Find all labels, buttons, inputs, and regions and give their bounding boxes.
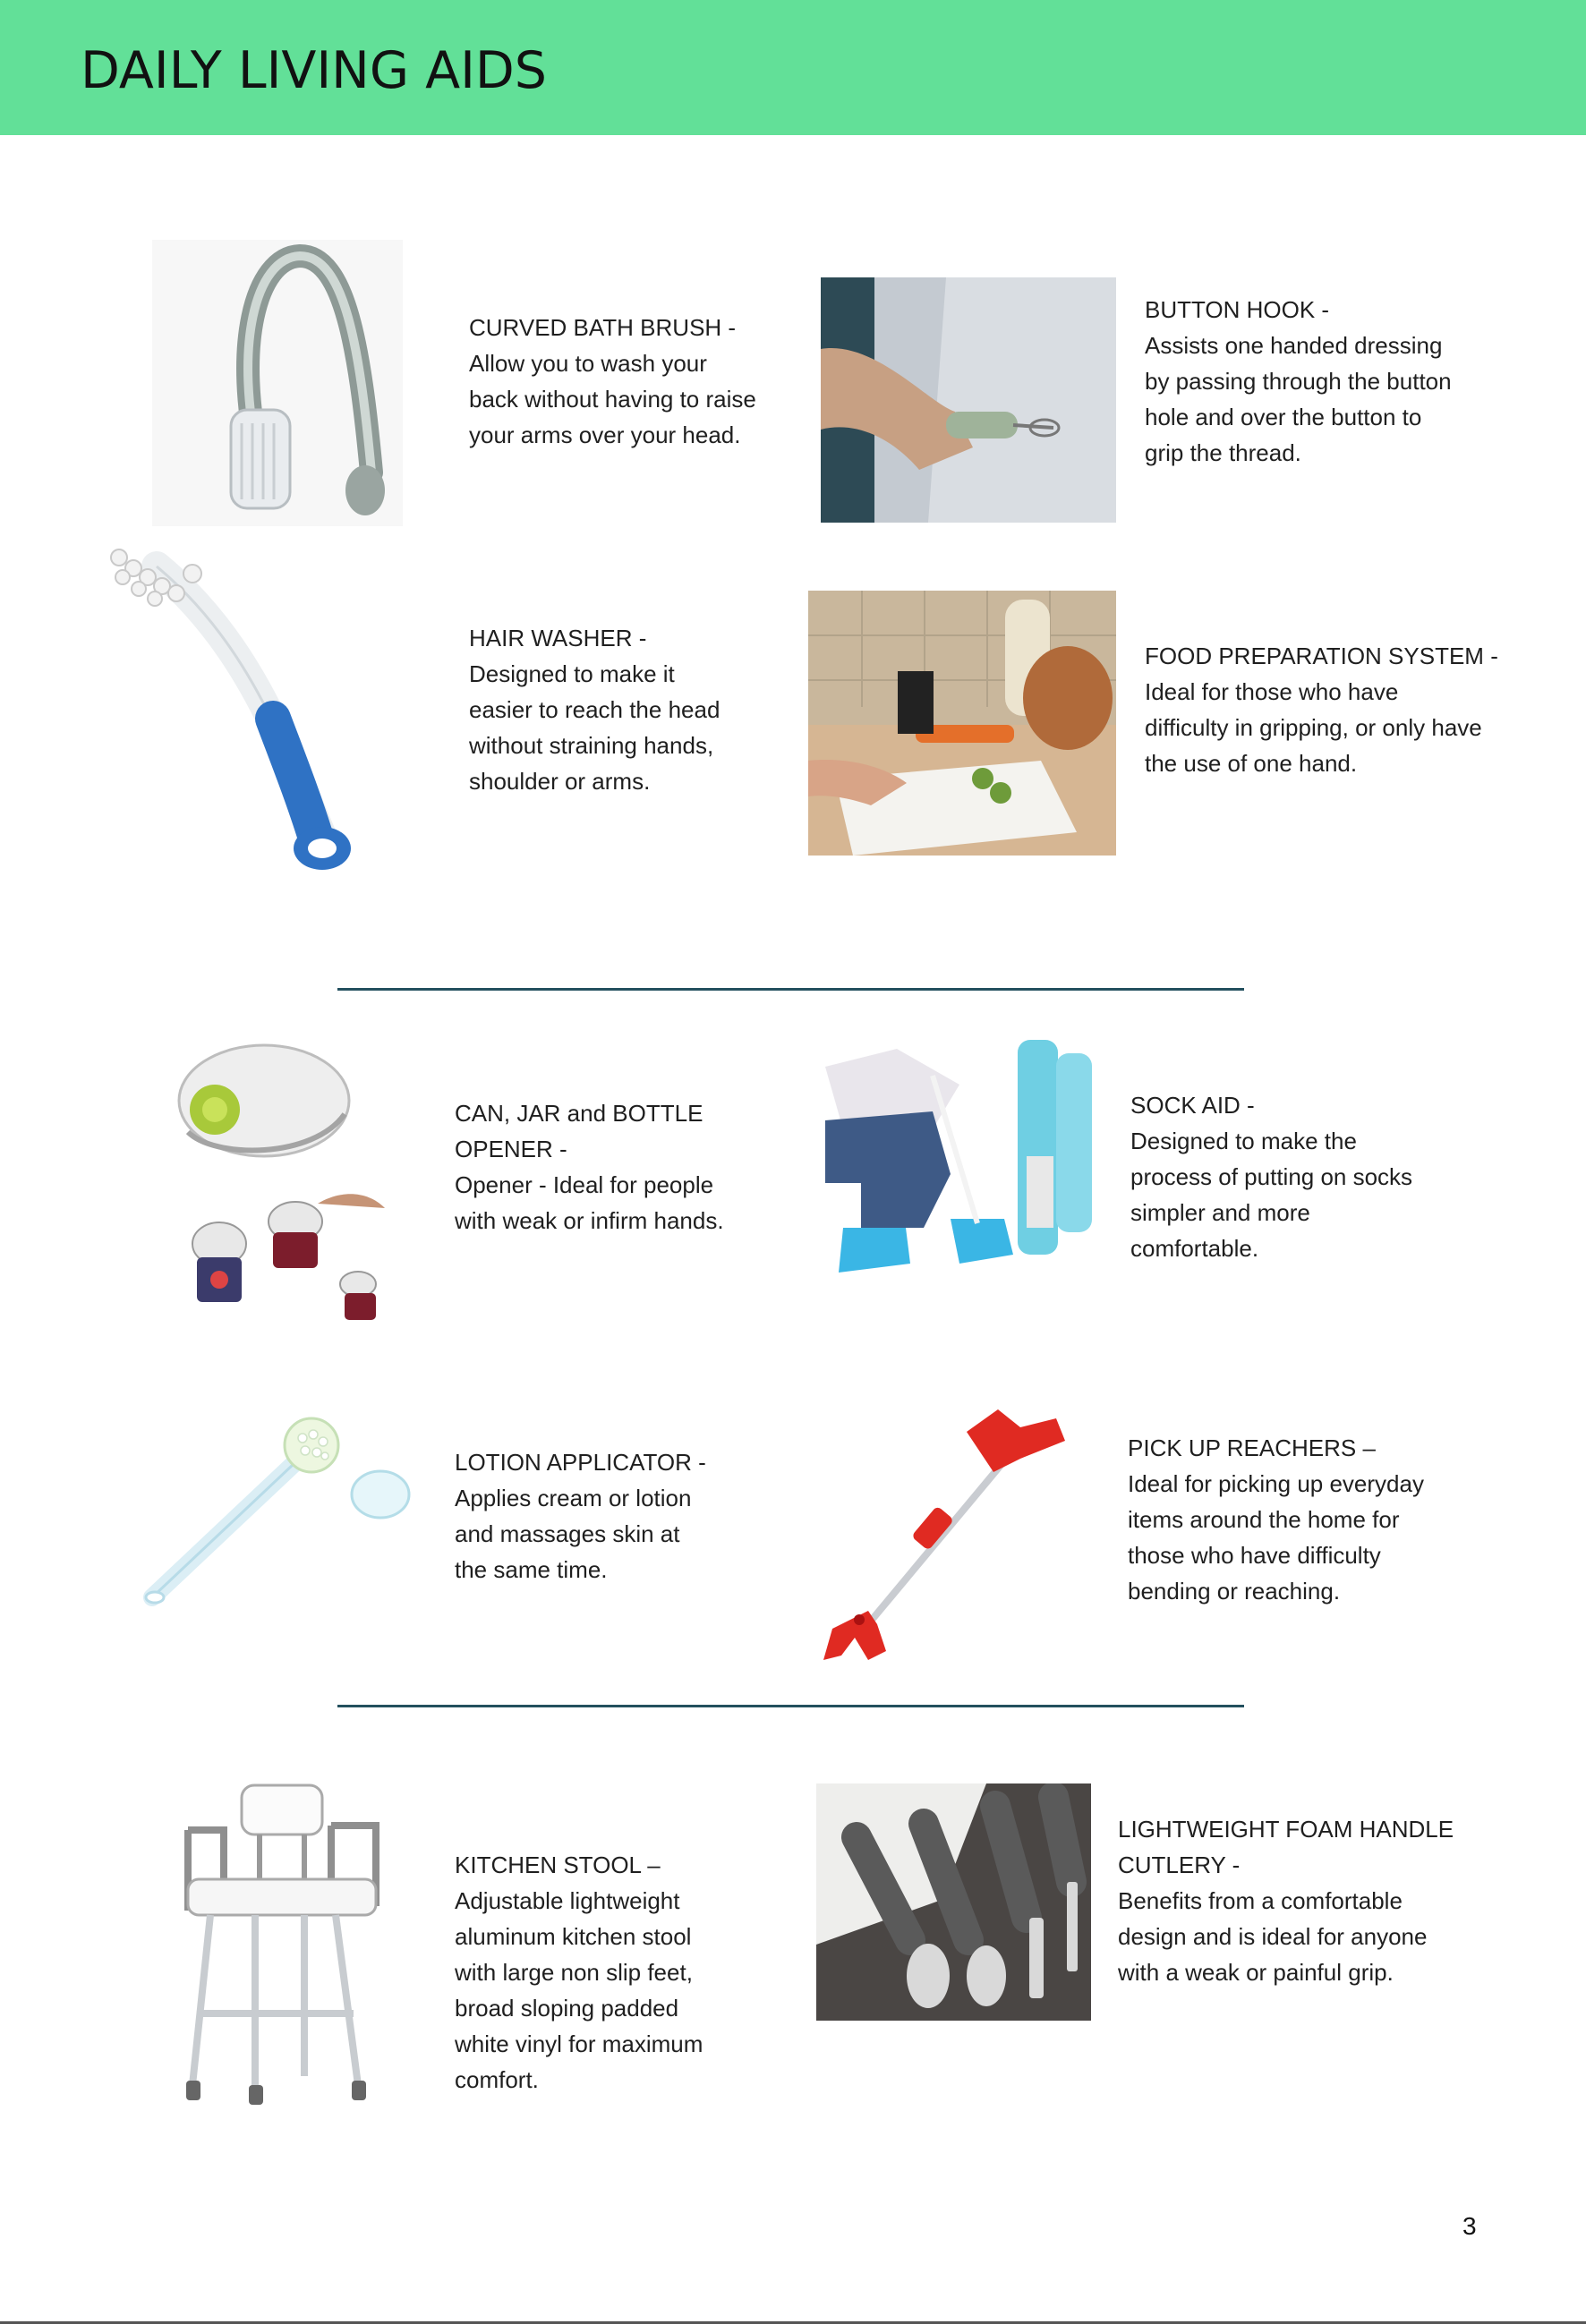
item-description-kitchen-stool	[455, 1847, 703, 2098]
item-text-line: Applies cream or lotion	[455, 1485, 692, 1511]
item-text-line: comfortable.	[1130, 1235, 1259, 1262]
item-text-line: Allow you to wash your	[469, 350, 707, 377]
item-text-line: Benefits from a comfortable	[1118, 1887, 1403, 1914]
item-text-line: grip the thread.	[1145, 439, 1301, 466]
food-preparation-photo	[808, 591, 1116, 856]
item-text-line: process of putting on socks	[1130, 1163, 1413, 1190]
item-text-line: Ideal for those who have	[1145, 678, 1399, 705]
item-text-line: by passing through the button	[1145, 368, 1452, 395]
item-text-line: back without having to raise	[469, 386, 756, 413]
item-title: LOTION APPLICATOR -	[455, 1449, 706, 1476]
kitchen-stool-image	[170, 1781, 385, 2112]
item-title: PICK UP REACHERS –	[1128, 1434, 1376, 1461]
item-description-sock-aid	[1130, 1087, 1412, 1266]
section-divider	[337, 988, 1244, 991]
item-text-line: Designed to make it	[469, 660, 675, 687]
page-title: DAILY LIVING AIDS	[81, 41, 547, 100]
item-text-line: with large non slip feet,	[455, 1959, 693, 1986]
hair-washer-image	[103, 540, 425, 880]
item-text-line: Adjustable lightweight	[455, 1887, 680, 1914]
item-description-pick-up-reachers	[1128, 1430, 1424, 1609]
item-text-line: without straining hands,	[469, 732, 714, 759]
item-title: SOCK AID -	[1130, 1092, 1255, 1119]
can-jar-bottle-opener-image	[161, 1034, 421, 1324]
item-title: OPENER -	[455, 1136, 567, 1162]
item-description-food-preparation-system	[1145, 638, 1498, 781]
item-text-line: simpler and more	[1130, 1199, 1310, 1226]
item-text-line: comfort.	[455, 2066, 539, 2093]
curved-bath-brush-image	[152, 240, 403, 526]
item-text-line: those who have difficulty	[1128, 1542, 1381, 1569]
item-description-curved-bath-brush	[469, 310, 756, 453]
section-divider	[337, 1705, 1244, 1707]
item-text-line: bending or reaching.	[1128, 1578, 1341, 1605]
item-title: LIGHTWEIGHT FOAM HANDLE	[1118, 1816, 1454, 1843]
foam-handle-cutlery-photo	[816, 1783, 1091, 2021]
page-header	[0, 0, 1586, 135]
item-text-line: Ideal for picking up everyday	[1128, 1470, 1424, 1497]
item-text-line: design and is ideal for anyone	[1118, 1923, 1428, 1950]
item-description-can-jar-bottle-opener	[455, 1095, 724, 1239]
pick-up-reacher-image	[814, 1405, 1074, 1664]
item-text-line: aluminum kitchen stool	[455, 1923, 692, 1950]
item-text-line: hole and over the button to	[1145, 404, 1422, 430]
item-description-foam-handle-cutlery	[1118, 1811, 1454, 1990]
item-title: CUTLERY -	[1118, 1852, 1241, 1878]
item-text-line: with weak or infirm hands.	[455, 1207, 724, 1234]
item-text-line: and massages skin at	[455, 1520, 680, 1547]
item-text-line: Assists one handed dressing	[1145, 332, 1443, 359]
button-hook-photo	[821, 277, 1116, 523]
item-text-line: easier to reach the head	[469, 696, 721, 723]
lotion-applicator-image	[130, 1409, 425, 1615]
item-text-line: the use of one hand.	[1145, 750, 1358, 777]
item-description-hair-washer	[469, 620, 720, 799]
item-title: CURVED BATH BRUSH -	[469, 314, 737, 341]
item-text-line: with a weak or painful grip.	[1118, 1959, 1394, 1986]
item-title: FOOD PREPARATION SYSTEM -	[1145, 643, 1498, 669]
page-number: 3	[1462, 2212, 1477, 2240]
item-text-line: shoulder or arms.	[469, 768, 651, 795]
item-text-line: the same time.	[455, 1556, 608, 1583]
item-text-line: your arms over your head.	[469, 421, 741, 448]
item-text-line: difficulty in gripping, or only have	[1145, 714, 1482, 741]
item-description-lotion-applicator	[455, 1444, 706, 1588]
item-title: HAIR WASHER -	[469, 625, 647, 651]
item-description-button-hook	[1145, 292, 1452, 471]
item-text-line: items around the home for	[1128, 1506, 1400, 1533]
item-title: BUTTON HOOK -	[1145, 296, 1330, 323]
item-title: KITCHEN STOOL –	[455, 1852, 661, 1878]
item-text-line: broad sloping padded	[455, 1995, 679, 2022]
sock-aid-photo	[825, 1031, 1104, 1299]
item-title: CAN, JAR and BOTTLE	[455, 1100, 703, 1127]
item-text-line: Designed to make the	[1130, 1128, 1357, 1154]
item-text-line: white vinyl for maximum	[455, 2030, 703, 2057]
item-text-line: Opener - Ideal for people	[455, 1171, 714, 1198]
